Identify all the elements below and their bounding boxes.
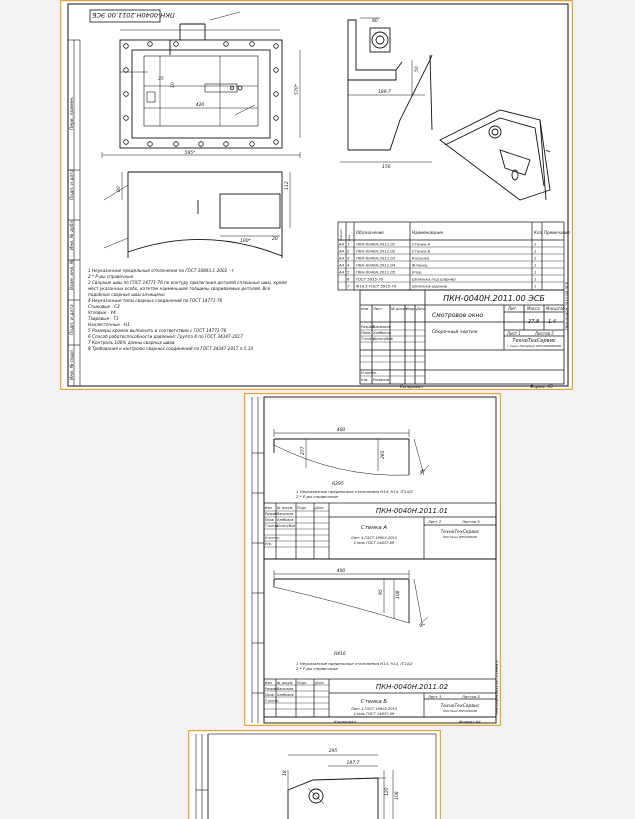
spec-head-3: Наименование [412, 230, 444, 235]
note-3: 3 Сварные швы по ГОСТ 14771-76 по контуру прилегания деталей сплошные швы, кроме [88, 280, 287, 285]
p2-role-doc: № докум. [277, 681, 294, 685]
sheet-3-canvas [188, 730, 441, 819]
title-name: Смотровое окно [432, 312, 484, 319]
part1-note-1: 1 Неуказанные предельные отклонения H14, h14, IT14/2 [296, 489, 413, 494]
spec-cell-1-3: Стенка Б [412, 248, 431, 254]
part1-company: ТехноТехСервис [440, 530, 480, 535]
p1-role-izm: Изм [265, 506, 272, 510]
spec-cell-0-4: 1 [534, 241, 537, 247]
copied-label: Копировал [400, 384, 423, 389]
note-11: 5 Размеры кромок выполнять в соответствии с ГОСТ 14771-76 [88, 328, 227, 333]
dim-50: 50 [415, 66, 420, 72]
note-6: 4 Неуказанные типы сварных соединений по ГОСТ 14771-76 [88, 298, 223, 303]
side-label-1: Перв. примен. [70, 96, 75, 130]
dim-595: 595* [184, 151, 196, 156]
role-sign: Подп. [406, 307, 417, 311]
person-5: Романов [373, 378, 389, 382]
spec-cell-0-2: ПКН-0040Н.2011.01 [356, 241, 396, 247]
dim-420: 420 [195, 103, 205, 108]
part2-material2: Сталь ГОСТ 14637-89 [353, 712, 395, 716]
note-2: 2 * Р-ры справочные [88, 274, 134, 279]
p2-person-1: Васильев [277, 687, 294, 691]
side-label-3: Подп. и дата [70, 169, 75, 200]
part2-note-2: 2 * Р-ры справочные [296, 666, 338, 671]
part1-dim-h2: 265 [381, 450, 386, 459]
part2-dim-h1: 95 [379, 589, 384, 595]
spec-cell-4-0: А4 [339, 269, 345, 275]
spec-cell-4-4: 1 [534, 269, 537, 275]
dim-35: 35 [158, 77, 164, 82]
note-13: 7 Контроль 100% длины сварных швов [88, 340, 175, 345]
dim-570: 570* [295, 84, 300, 95]
dim-112: 112 [285, 181, 290, 190]
spec-cell-0-0: А4 [339, 241, 345, 247]
dim-80: 80 [117, 186, 122, 192]
part3-dim-h: 18 [283, 770, 288, 776]
spec-cell-2-1: 3 [347, 255, 350, 261]
dim-20: 20 [272, 237, 278, 242]
note-10: Нахлесточные - Н1 [88, 322, 130, 327]
person-1: Васильев [373, 325, 391, 329]
dim-189: 189.7 [378, 90, 391, 95]
side-label-4: Инв. № дубл. [70, 219, 75, 250]
role-doc: № докум. [391, 307, 409, 311]
p2-role-check: Пров. [265, 693, 275, 697]
spec-cell-5-1: 6 [347, 276, 350, 282]
drawing-sheet-3 [188, 730, 441, 819]
p2-role-date: Дата [315, 681, 324, 685]
top-stamp: ПКН-0040Н.2011.00 ЭСБ [92, 11, 175, 19]
scale-value: 1:4 [548, 319, 557, 325]
spec-cell-2-4: 2 [534, 255, 537, 261]
spec-head-5: Примечание [544, 230, 571, 235]
note-4: мест указанных особо, катетом наименьшей толщины свариваемых деталей. Все [88, 286, 271, 291]
p1-role-author: Разраб. [265, 512, 278, 516]
spec-cell-6-2: Ф18.5-ГОСТ 5915-70 [356, 283, 397, 289]
spec-head-2: Обозначение [356, 230, 384, 235]
part2-lit: Лист 3 [428, 694, 442, 699]
mass-label: Масса [527, 306, 540, 311]
side-label-5: Взам. инв. № [70, 259, 75, 290]
p1-person-1: Васильев [277, 512, 294, 516]
role-tcontrol: Т.контр. [361, 337, 377, 341]
p1-role-nc: Н.контр. [265, 536, 280, 540]
part2-dim-w: 400 [336, 569, 346, 574]
role-check: Пров. [361, 331, 372, 335]
side-label-6: Подп. и дата [70, 304, 75, 335]
format-label: Формат А3 [530, 384, 553, 389]
spec-cell-3-1: 4 [347, 262, 350, 268]
dim-156: 156 [382, 165, 391, 170]
spec-cell-1-1: 2 [347, 248, 350, 254]
part2-dim-h2: 108 [396, 590, 401, 599]
company-small: г. Санкт-Петербург ИНН 0000000000 [506, 344, 562, 348]
spec-cell-4-3: Упор [412, 269, 422, 275]
role-author: Разраб. [361, 325, 376, 329]
company: ТехноТехСервис [512, 338, 556, 344]
role-list: Лист [373, 307, 383, 311]
spec-cell-2-0: А4 [339, 255, 345, 261]
part2-dim-s: 4* [420, 624, 426, 629]
title-code: ПКН-0040Н.2011.00 ЭСБ [443, 294, 545, 303]
part1-code: ПКН-0040Н.2011.01 [375, 507, 449, 515]
spec-cell-1-0: А4 [339, 248, 345, 254]
part1-dim-r: R295 [332, 482, 344, 487]
spec-cell-4-2: ПКН-0040Н.2011.05 [356, 269, 396, 275]
note-7: Стыковые - С2 [88, 304, 120, 309]
person-2: Хлебиков [373, 331, 392, 335]
dim-100: 100* [240, 239, 251, 244]
note-5: подобные сварные швы зачищены [88, 292, 165, 297]
spec-cell-3-4: 1 [534, 262, 537, 268]
p1-person-2: Хлебиков [277, 518, 294, 522]
drawing-sheet-2 [244, 393, 501, 726]
part2-dim-r: R416 [334, 652, 346, 657]
part1-dim-s: 4* [420, 470, 426, 475]
spec-cell-6-4: 1 [534, 283, 537, 289]
note-8: Угловые - У4 [88, 310, 116, 315]
spec-cell-3-3: Фланец [412, 262, 428, 268]
part2-company: ТехноТехСервис [440, 704, 480, 709]
part3-dim-w: 295 [328, 749, 338, 754]
p1-role-tc: Т.контр. [265, 524, 280, 528]
spec-cell-1-4: 1 [534, 248, 537, 254]
part2-sheets: Листов 5 [462, 694, 480, 699]
spec-head-0: Формат [339, 228, 343, 241]
part1-company-small: ООО Техно ИНН 0000000 [443, 536, 477, 539]
format-label-2: Формат А4 [459, 719, 481, 724]
sheets-count: Листов 5 [535, 331, 554, 336]
drawing-sheet-1 [60, 0, 573, 390]
dim-10: 10 [171, 82, 176, 88]
part1-note-2: 2 * Р-ры справочные [296, 494, 338, 499]
p2-role-sign: Подп. [297, 681, 307, 685]
lit-label: Лит. [508, 306, 518, 311]
sheet-1-canvas [60, 0, 573, 390]
note-1: 1 Неуказанные предельные отклонения по ГОСТ 30893.1-2002 - т [88, 268, 234, 273]
spec-cell-0-1: 1 [347, 241, 350, 247]
note-12: 6 Способ работоспособности давления: Группа 4 по ГОСТ 34347-2017 [88, 334, 243, 339]
part1-material2: Сталь ГОСТ 14637-89 [353, 541, 395, 545]
spec-cell-3-2: ПКН-0040Н.2011.04 [356, 262, 396, 268]
spec-cell-6-3: Шпилька-шарнир [412, 283, 448, 289]
title-sub: Сборочный чертеж [432, 330, 478, 335]
part1-lit: Лист 2 [428, 519, 442, 524]
sheet-num: Лист 1 [507, 331, 521, 336]
spec-head-1: Поз. [347, 234, 351, 241]
p2-person-2: Хлебиков [277, 693, 294, 697]
sheet-2-canvas [244, 393, 501, 726]
p1-person-3: Сологубов [277, 524, 296, 528]
part2-company-small: ООО Техно ИНН 0000000 [443, 710, 477, 713]
spec-cell-0-3: Стенка А [412, 241, 431, 247]
role-ncontrol: Н.контр. [361, 371, 378, 375]
part2-name: Стенка Б [360, 699, 388, 705]
part1-sheets: Листов 5 [462, 519, 480, 524]
side-label-7: Инв. № подл. [70, 348, 75, 380]
spec-cell-6-1: 7 [347, 283, 350, 289]
part1-name: Стенка А [360, 525, 388, 531]
p1-role-sign: Подп. [297, 506, 307, 510]
p2-role-author: Разраб. [265, 687, 278, 691]
part3-dim-h2: 120 [385, 787, 390, 796]
part3-dim-h3: 108 [395, 791, 400, 800]
p1-role-date: Дата [315, 506, 324, 510]
right-stamp: ПКН-0040Н.2011.00 ЭСБ [564, 281, 569, 330]
p1-role-approve: Утв. [265, 542, 272, 546]
p1-role-check: Пров. [265, 518, 275, 522]
part2-code: ПКН-0040Н.2011.02 [375, 683, 449, 691]
role-izm: Изм [361, 307, 369, 311]
spec-cell-5-3: Шпилька под шарнир [412, 276, 456, 282]
spec-cell-1-2: ПКН-0040Н.2011.02 [356, 248, 396, 254]
p2-role-tc: Т.контр. [265, 699, 280, 703]
part3-dim-w2: 187.7 [346, 761, 360, 766]
dim-80b: 80 [372, 19, 378, 24]
part1-dim-h1: 277 [301, 446, 306, 455]
right-stamp-2: ПКН-0040Н.2011.01 - Стенка А [495, 660, 499, 715]
copied-label-2: Копировал [334, 719, 356, 724]
part2-material: Лист 4 ГОСТ 19903-2015 [350, 707, 398, 711]
spec-cell-4-1: 5 [347, 269, 350, 275]
spec-cell-2-2: ПКН-0040Н.2011.03 [356, 255, 396, 261]
part1-dim-w: 400 [336, 428, 346, 433]
spec-head-4: Кол. [534, 230, 544, 235]
spec-cell-5-2: ГОСТ 5915-70 [356, 276, 384, 282]
spec-cell-5-4: 1 [534, 276, 537, 282]
role-date: Дата [416, 307, 426, 311]
note-14: 8 Требования к контролю сварных соединений по ГОСТ 34347-2017 п.5.10 [88, 346, 254, 351]
note-9: Тавровые - Т3 [88, 316, 119, 321]
person-3: Сологубов [373, 337, 393, 341]
p1-role-doc: № докум. [277, 506, 294, 510]
mass-value: 27.8 [528, 319, 540, 325]
part1-material: Лист 4 ГОСТ 19903-2015 [350, 536, 398, 540]
part2-note-1: 1 Неуказанные предельные отклонения H14, h14, IT14/2 [296, 661, 413, 666]
p2-role-izm: Изм [265, 681, 272, 685]
spec-cell-3-0: А4 [339, 262, 345, 268]
scale-label: Масштаб [546, 306, 566, 311]
spec-cell-2-3: Косынка [412, 255, 430, 261]
role-approve: Утв. [361, 378, 369, 382]
